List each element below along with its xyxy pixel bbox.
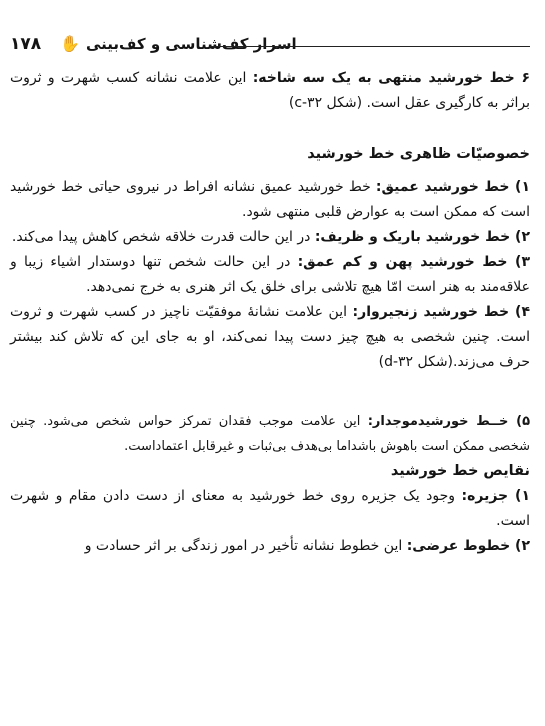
paragraph-text: خط خورشید عمیق نشانه افراط در نیروی حیاتی خط خورشید است که ممکن است به عوارض قلبی منتهی شود. xyxy=(10,179,530,220)
term: ۴) خط خورشید زنجیروار: xyxy=(352,304,530,320)
paragraph-wavy-line xyxy=(10,409,530,459)
term: ۱) خط خورشید عمیق: xyxy=(375,179,530,195)
paragraph-cross-lines xyxy=(10,534,530,559)
paragraph-text: در این حالت شخص تنها دوستدار اشیاء زیبا و علاقه‌مند به هنر است امّا هیچ تلاشی برای خلق یک اثر هنری به خرج نمی‌دهد. xyxy=(10,254,530,295)
term: ۳) خط خورشید پهن و کم عمق: xyxy=(297,254,530,270)
page-body xyxy=(10,66,530,559)
paragraph-text: در این حالت قدرت خلاقه شخص کاهش پیدا می‌کند. xyxy=(11,229,315,245)
hand-icon: ✋ xyxy=(60,34,80,53)
paragraph-text: این خطوط نشانه تأخیر در امور زندگی بر اثر حسادت و xyxy=(84,538,407,554)
term: ۲) خط خورشید باریک و ظریف: xyxy=(314,229,530,245)
paragraph-island xyxy=(10,484,530,534)
paragraph-chained-line xyxy=(10,300,530,375)
section-heading-defects: نقایص خط خورشید xyxy=(390,463,530,479)
header-rule xyxy=(210,46,530,47)
paragraph-text: این علامت نشانه کسب شهرت و ثروت براثر به کارگیری عقل است. (شکل c-۳۲) xyxy=(10,70,530,111)
paragraph-thin-line xyxy=(10,225,530,250)
paragraph-deep-line xyxy=(10,175,530,225)
paragraph-sun-line-trident xyxy=(10,66,530,116)
paragraph-text: وجود یک جزیره روی خط خورشید به معنای از دست دادن مقام و شهرت است. xyxy=(10,488,530,529)
term: ۵) خــط خورشیدموجدار: xyxy=(367,414,530,429)
page-header xyxy=(10,34,530,62)
term: ۲) خطوط عرضی: xyxy=(406,538,530,554)
page-number: ۱۷۸ xyxy=(10,34,42,54)
paragraph-text: این علامت نشانهٔ موفقیّت ناچیز در کسب شهرت و ثروت است. چنین شخصی به هیچ چیز دست پیدا نمی‌کند، او به جای این که تلاش کند بیشتر حرف می‌زند.(شکل d-۳۲) xyxy=(10,304,530,370)
running-title: اسرار کف‌شناسی و کف‌بینی xyxy=(86,35,297,53)
term: ۶ خط خورشید منتهی به یک سه شاخه: xyxy=(252,70,530,86)
section-heading-features: خصوصیّات ظاهری خط خورشید xyxy=(307,146,530,162)
term: ۱) جزیره: xyxy=(461,488,530,504)
paragraph-text: این علامت موجب فقدان تمرکز حواس شخص می‌شود. چنین شخصی ممکن است باهوش باشداما بی‌هدف بی‌ثبات و غیرقابل اعتماداست. xyxy=(10,414,530,454)
paragraph-wide-line xyxy=(10,250,530,300)
